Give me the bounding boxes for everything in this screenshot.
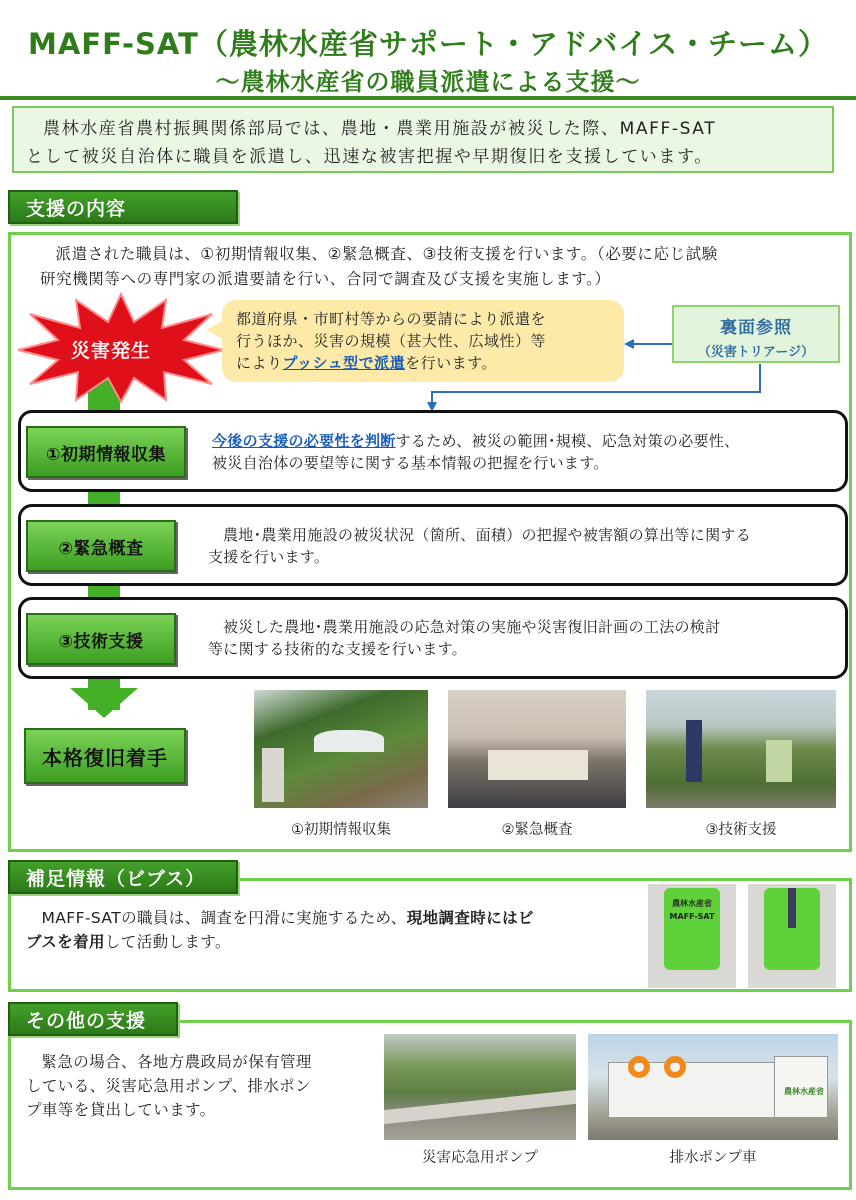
photo-table [488, 750, 588, 780]
disaster-label: 災害発生 [70, 340, 151, 362]
photo-emergency-pump [384, 1034, 576, 1140]
step-technical-support-line-1: 被災した農地･農業用施設の応急対策の実施や災害復旧計画の工法の検討 [223, 618, 721, 636]
other-text-line-1: 緊急の場合、各地方農政局が保有管理 [41, 1053, 312, 1071]
push-dispatch-link: プッシュ型で派遣 [282, 354, 406, 372]
truck-hose-reel-1 [628, 1056, 650, 1078]
step-initial-info-highlight: 今後の支援の必要性を判断 [212, 432, 396, 450]
photo-drainage-pump-truck [588, 1034, 838, 1140]
step-technical-support-line-2: 等に関する技術的な支援を行います。 [208, 640, 467, 658]
flow-arrow-head-icon [70, 688, 138, 718]
step-initial-info-line-2: 被災自治体の要望等に関する基本情報の把握を行います。 [212, 454, 609, 472]
step-emergency-survey-line-1: 農地･農業用施設の被災状況（箇所、面積）の把握や被害額の算出等に関する [223, 526, 752, 544]
caption-technical-support: ③技術支援 [705, 822, 777, 838]
photo-person [262, 748, 284, 802]
truck-label: 農林水産省 [784, 1087, 824, 1096]
bubble-line-1: 都道府県・市町村等からの要請により派遣を [236, 310, 547, 328]
support-description [40, 242, 830, 292]
step-initial-info-line-1: するため、被災の範囲･規模、応急対策の必要性、 [395, 432, 740, 450]
page-title: MAFF-SAT（農林水産省サポート・アドバイス・チーム） [27, 27, 829, 61]
reference-connector-arrows [420, 330, 770, 412]
other-text-line-2: している、災害応急用ポンプ、排水ポン [26, 1077, 311, 1095]
caption-emergency-survey: ②緊急概査 [501, 822, 573, 838]
vibs-text-suffix: して活動します。 [104, 933, 231, 951]
photo-initial-info [254, 690, 428, 808]
photo-vest-front [748, 884, 836, 988]
bubble-line-3-prefix: により [236, 354, 283, 372]
caption-emergency-pump: 災害応急用ポンプ [422, 1150, 538, 1166]
title-divider [0, 96, 856, 100]
vest-back-text-1: 農林水産省 [672, 899, 712, 908]
step-emergency-survey-label: ②緊急概査 [26, 520, 176, 572]
intro-box [12, 106, 834, 173]
photo-vest-back [648, 884, 736, 988]
reference-title: 裏面参照 [720, 318, 792, 338]
step-emergency-survey-text [208, 524, 838, 568]
full-recovery-label: 本格復旧着手 [24, 728, 186, 784]
truck-hose-reel-2 [664, 1056, 686, 1078]
vest-front-tie [788, 888, 796, 928]
reference-subtitle: （災害トリアージ） [697, 345, 815, 360]
photo-technical-support [646, 690, 836, 808]
step-emergency-survey-line-2: 支援を行います。 [208, 548, 330, 566]
page-subtitle: ～農林水産省の職員派遣による支援～ [215, 68, 641, 96]
caption-initial-info: ①初期情報収集 [291, 822, 391, 838]
photo-wall [384, 1090, 576, 1124]
bubble-line-3-suffix: を行います。 [405, 354, 497, 372]
vibs-text-bold-1: 現地調査時にはビ [406, 909, 534, 927]
photo-emergency-survey [448, 690, 626, 808]
bubble-line-2: 行うほか、災害の規模（甚大性、広域性）等 [236, 332, 547, 350]
other-description [26, 1050, 366, 1122]
caption-drainage-pump-truck: 排水ポンプ車 [669, 1150, 757, 1166]
step-technical-support-text [208, 616, 838, 660]
vest-back-text-2: MAFF-SAT [669, 912, 715, 921]
support-text-line-2: 研究機関等への専門家の派遣要請を行い、合同で調査及び支援を実施します。） [40, 270, 611, 288]
vibs-text-prefix: MAFF-SATの職員は、調査を円滑に実施するため、 [41, 909, 407, 927]
support-text-line-1: 派遣された職員は、①初期情報収集、②緊急概査、③技術支援を行います。（必要に応じ試験 [55, 245, 718, 263]
step-technical-support-label: ③技術支援 [26, 613, 176, 665]
photo-surveyor-1 [686, 720, 702, 782]
other-text-line-3: プ車等を貸出しています。 [26, 1101, 216, 1119]
vibs-description [26, 906, 616, 954]
step-initial-info-label: ①初期情報収集 [26, 426, 186, 478]
vibs-text-bold-2: ブスを着用 [26, 933, 105, 951]
support-section-header: 支援の内容 [8, 190, 238, 224]
photo-greenhouse [314, 730, 384, 752]
step-initial-info-text [212, 430, 842, 474]
vibs-section-header: 補足情報（ビブス） [8, 860, 238, 894]
intro-line-2: として被災自治体に職員を派遣し、迅速な被害把握や早期復旧を支援しています。 [26, 147, 713, 167]
photo-surveyor-2 [766, 740, 792, 782]
other-section-header: その他の支援 [8, 1002, 178, 1036]
intro-line-1: 農林水産省農村振興関係部局では、農地・農業用施設が被災した際、MAFF-SAT [43, 119, 717, 139]
